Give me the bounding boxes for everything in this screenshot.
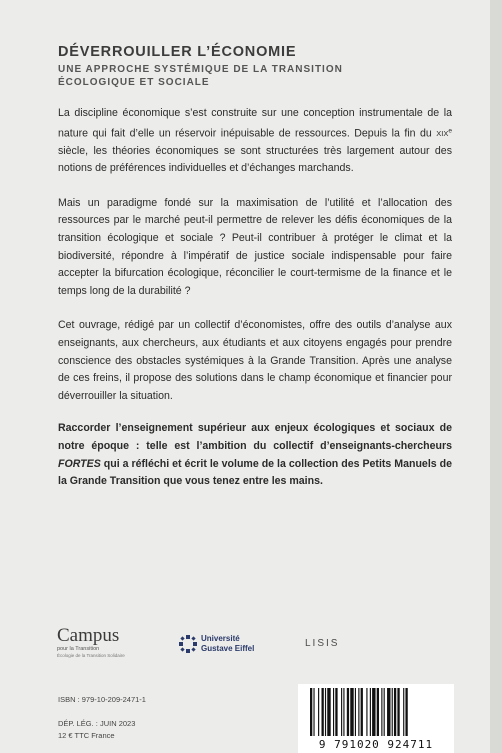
universite-name-line-2: Gustave Eiffel — [201, 644, 255, 653]
campus-logo — [57, 626, 125, 659]
publisher-logos — [57, 620, 457, 670]
paragraph-4 — [58, 420, 452, 490]
barcode-bar — [361, 688, 363, 736]
paragraph-1-text-a: La discipline économique s’est construite sur une conception instrumentale de la nature qui fait d’elle un réservoir inépuisable de ressources. Depuis la fin du — [58, 107, 452, 140]
barcode-bar — [392, 688, 393, 736]
barcode-bar — [343, 688, 344, 736]
campus-logo-subtitle: pour la Transition — [57, 646, 100, 652]
barcode-bar — [313, 688, 314, 736]
book-title: DÉVERROUILLER L’ÉCONOMIE — [58, 44, 297, 60]
barcode-bar — [403, 688, 404, 736]
paragraph-4-collective: FORTES — [58, 457, 101, 470]
price: 12 € TTC France — [58, 731, 115, 740]
universite-gustave-eiffel-logo — [179, 634, 254, 654]
lisis-logo: LISIS — [305, 638, 340, 649]
barcode-bars — [308, 688, 444, 738]
subtitle-line-1: UNE APPROCHE SYSTÉMIQUE DE LA TRANSITION — [58, 64, 343, 75]
barcode-bar — [372, 688, 375, 736]
barcode — [298, 684, 454, 753]
barcode-bar — [355, 688, 356, 736]
legal-deposit: DÉP. LÉG. : JUIN 2023 — [58, 719, 136, 728]
barcode-bar — [325, 688, 326, 736]
barcode-bar — [394, 688, 396, 736]
barcode-bar — [397, 688, 399, 736]
paragraph-1 — [58, 105, 452, 178]
barcode-bar — [377, 688, 379, 736]
barcode-bar — [366, 688, 367, 736]
barcode-bar — [341, 688, 342, 736]
universite-emblem-icon — [179, 635, 197, 653]
barcode-bar — [310, 688, 312, 736]
barcode-bar — [384, 688, 385, 736]
barcode-bar — [387, 688, 390, 736]
page-edge — [490, 0, 502, 753]
barcode-number: 9 791020 924711 — [318, 738, 434, 751]
paragraph-1-text-b: siècle, les théories économiques se sont structurées très largement autour des notions de préférences individuelles et d’échanges marchands. — [58, 144, 452, 175]
campus-logo-tagline: Écologie de la Transition Solidaire — [57, 653, 125, 658]
paragraph-2: Mais un paradigme fondé sur la maximisation de l’utilité et l’allocation des ressources par le marché peut-il permettre de relever les défis économiques de la transition écologique et sociale ? Peut-il contribuer à protéger le climat et la biodiversité, répondre à l’impératif de justice sociale indispensable pour faire accepter la bifurcation écologique, réconcilier le court-termisme de la finance et le temps long de la durabilité ? — [58, 196, 452, 297]
universite-name — [201, 634, 254, 654]
barcode-bar — [370, 688, 371, 736]
barcode-bar — [327, 688, 330, 736]
barcode-bar — [405, 688, 407, 736]
barcode-bar — [333, 688, 334, 736]
isbn: ISBN : 979-10-209-2471-1 — [58, 695, 146, 704]
subtitle-line-2: ÉCOLOGIQUE ET SOCIALE — [58, 77, 210, 88]
barcode-bar — [350, 688, 353, 736]
century-numeral: XIXe — [436, 127, 452, 139]
paragraph-3: Cet ouvrage, rédigé par un collectif d’économistes, offre des outils d’analyse aux enseignants, aux chercheurs, aux étudiants et aux citoyens engagés pour prendre conscience des obstacles systémiques à la Grande Transition. Après une analyse de ces freins, il propose des solutions dans le champ économique et financier pour déverrouiller la situation. — [58, 319, 452, 402]
campus-logo-name: Campus — [57, 625, 120, 646]
barcode-bar — [322, 688, 324, 736]
barcode-bar — [381, 688, 382, 736]
book-subtitle — [58, 63, 452, 89]
barcode-bar — [318, 688, 319, 736]
barcode-bar — [335, 688, 337, 736]
barcode-bar — [358, 688, 359, 736]
back-cover-text — [58, 44, 452, 491]
universite-name-line-1: Université — [201, 634, 240, 643]
barcode-bar — [347, 688, 349, 736]
paragraph-4-text-b: qui a réfléchi et écrit le volume de la collection des Petits Manuels de la Grande Transition que vous tenez entre les mains. — [58, 457, 452, 488]
paragraph-4-text-a: Raccorder l’enseignement supérieur aux enjeux écologiques et sociaux de notre époque : telle est l’ambition du collectif d’enseignants-chercheurs — [58, 422, 452, 452]
